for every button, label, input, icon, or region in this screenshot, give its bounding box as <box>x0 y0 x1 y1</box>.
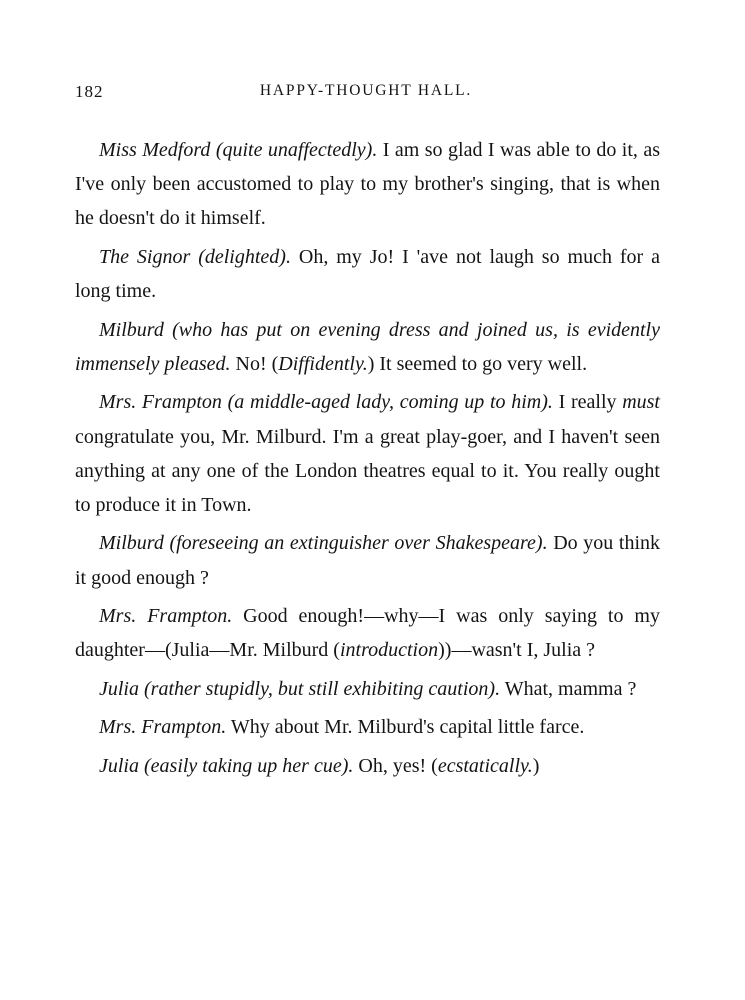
dialogue-paragraph <box>75 313 660 381</box>
stage-direction: (delighted). <box>198 245 291 268</box>
dialogue-paragraph <box>75 133 660 236</box>
dialogue-paragraph <box>75 749 660 783</box>
stage-direction: Diffidently. <box>278 352 368 375</box>
page-number: 182 <box>75 82 104 101</box>
dialogue-paragraph <box>75 385 660 522</box>
speaker-name: Milburd <box>99 318 164 341</box>
speaker-name: Julia <box>99 754 139 777</box>
running-title: HAPPY-THOUGHT HALL. <box>259 82 473 99</box>
speaker-name: The Signor <box>99 245 191 268</box>
stage-direction: introduction <box>339 639 439 662</box>
stage-direction: (a middle-aged lady, coming up to him). <box>227 391 553 414</box>
dialogue-text: ) <box>532 754 540 777</box>
dialogue-text: I really <box>552 391 623 414</box>
speaker-name: Miss Medford <box>99 139 211 161</box>
dialogue-paragraph <box>75 526 660 594</box>
stage-direction: (rather stupidly, but still exhibiting caution). <box>144 677 501 700</box>
speaker-name: Julia <box>99 677 139 700</box>
stage-direction: ecstatically. <box>437 754 533 777</box>
dialogue-text: Do you think it good enough ? <box>75 532 661 589</box>
emphasis: must <box>622 391 660 414</box>
dialogue-text: Oh, my Jo! I 'ave not laugh so much for a long time. <box>75 245 660 303</box>
page-body <box>75 133 660 787</box>
dialogue-text: I am so glad I was able to do it, as I've only been accustomed to play to my brother's singing, that is when he doesn't do it himself. <box>75 139 661 230</box>
dialogue-paragraph <box>75 240 660 308</box>
stage-direction: (quite unaffectedly). <box>215 139 378 161</box>
speaker-name: Mrs. Frampton. <box>99 716 227 739</box>
speaker-name: Milburd <box>99 532 164 555</box>
stage-direction: (foreseeing an extinguisher over Shakespeare). <box>169 532 548 555</box>
stage-direction: (who has put on evening dress and joined us, is evidently immensely pleased. <box>75 318 660 375</box>
stage-direction: (easily taking up her cue). <box>144 754 354 777</box>
page-header <box>75 82 657 106</box>
speaker-name: Mrs. Frampton. <box>99 605 233 628</box>
dialogue-text: Good enough!—why—I was only saying to my daughter—(Julia—Mr. Milburd ( <box>75 605 660 662</box>
dialogue-paragraph <box>75 710 660 744</box>
dialogue-text: What, mamma ? <box>500 677 637 700</box>
dialogue-text: congratulate you, Mr. Milburd. I'm a great play-goer, and I haven't seen anything at any one of the London theatres equal to it. You really ought to produce it in Town. <box>75 425 660 516</box>
dialogue-paragraph <box>75 599 660 667</box>
speaker-name: Mrs. Frampton <box>99 391 222 414</box>
dialogue-text: Why about Mr. Milburd's capital little farce. <box>226 716 585 739</box>
dialogue-text: Oh, yes! ( <box>353 754 438 777</box>
dialogue-text: No! ( <box>230 352 279 375</box>
dialogue-paragraph <box>75 672 660 706</box>
dialogue-text: ))—wasn't I, Julia ? <box>438 639 596 662</box>
dialogue-text: ) It seemed to go very well. <box>367 352 588 375</box>
